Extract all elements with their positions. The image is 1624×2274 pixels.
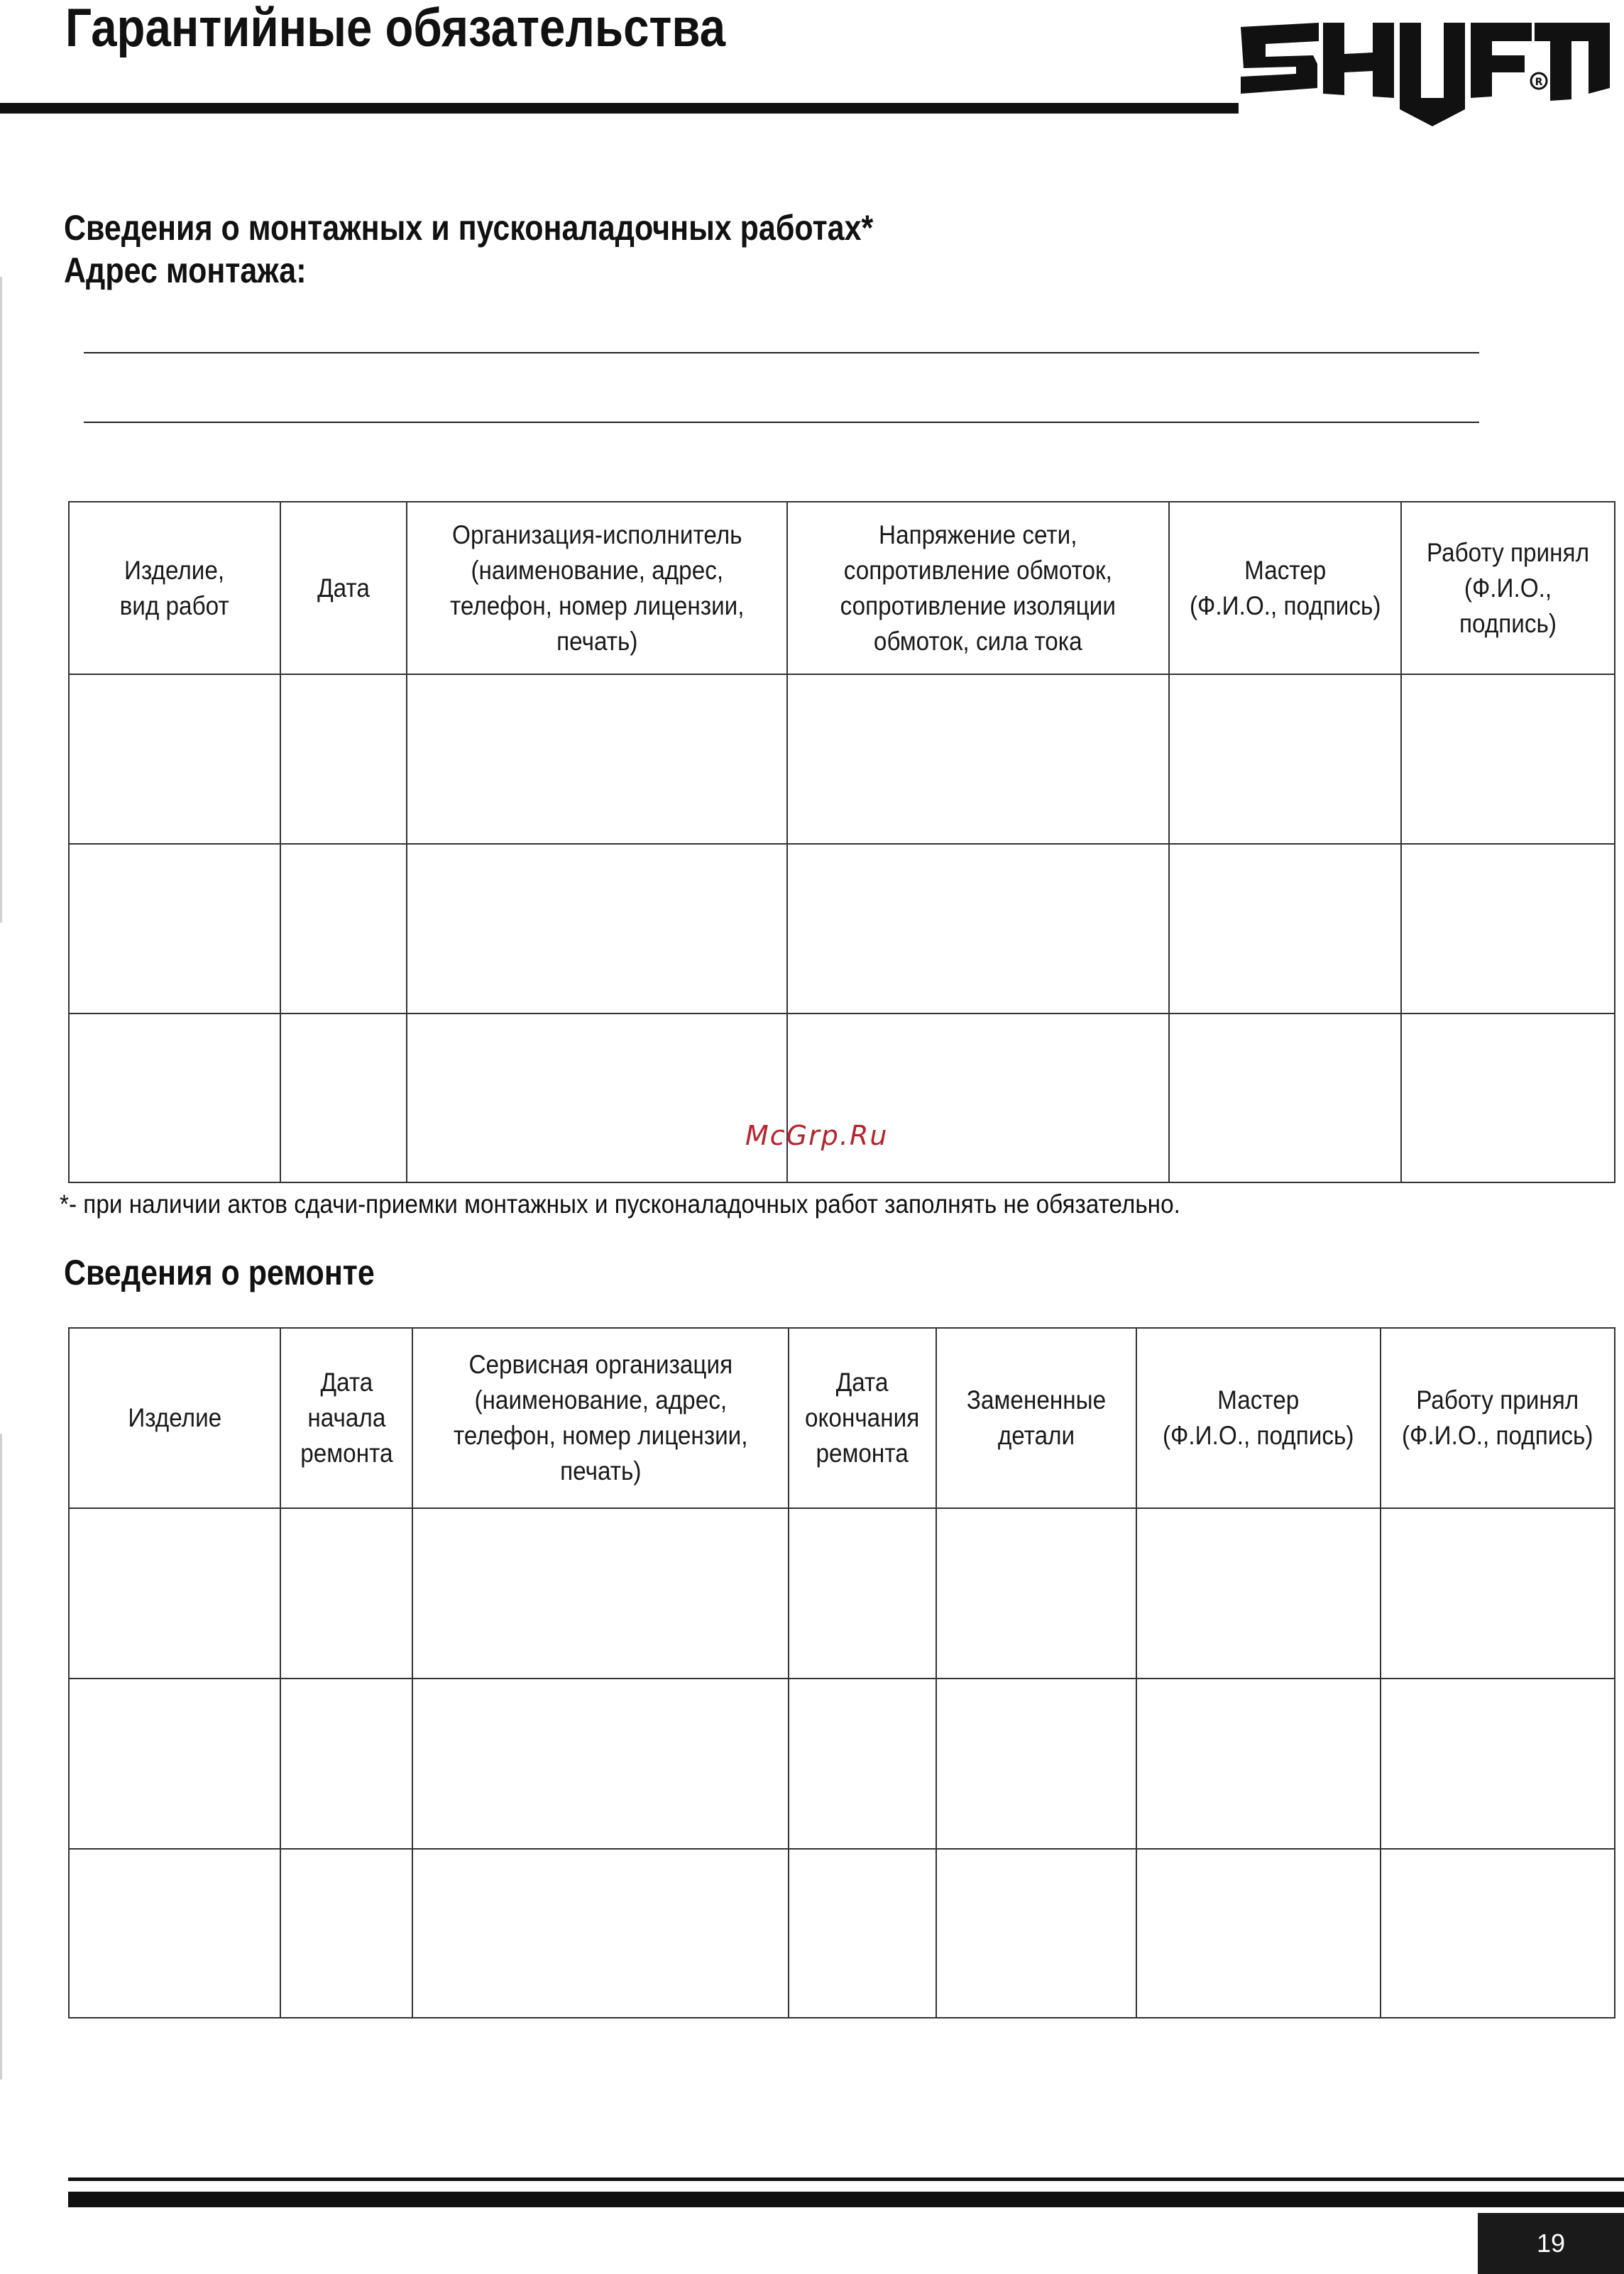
table-cell[interactable] <box>1136 1849 1381 2018</box>
column-header-accepted-by: Работу принял (Ф.И.О., подпись) <box>1401 502 1615 674</box>
column-header-product: Изделие <box>69 1328 280 1508</box>
table-cell[interactable] <box>936 1849 1136 2018</box>
table-cell[interactable] <box>1401 844 1615 1014</box>
table-cell[interactable] <box>280 1014 407 1182</box>
svg-text:R: R <box>1535 77 1543 88</box>
table-row <box>69 1508 1615 1679</box>
page-number: 19 <box>1478 2213 1624 2274</box>
table-row <box>69 1679 1615 1849</box>
table-cell[interactable] <box>787 1014 1169 1182</box>
table-cell[interactable] <box>1401 1014 1615 1182</box>
table-cell[interactable] <box>787 674 1169 844</box>
scan-edge-mark <box>0 1434 2 2080</box>
table-cell[interactable] <box>789 1849 936 2018</box>
column-header-service-organization: Сервисная организация (наименование, адрес, телефон, номер лицензии, печать) <box>412 1328 789 1508</box>
table-cell[interactable] <box>1169 844 1401 1014</box>
table-row <box>69 844 1615 1014</box>
table-cell[interactable] <box>412 1679 789 1849</box>
column-header-master: Мастер (Ф.И.О., подпись) <box>1136 1328 1381 1508</box>
table-cell[interactable] <box>407 844 787 1014</box>
table-cell[interactable] <box>69 674 280 844</box>
table-cell[interactable] <box>789 1679 936 1849</box>
table-cell[interactable] <box>407 674 787 844</box>
table-cell[interactable] <box>69 1679 280 1849</box>
table-cell[interactable] <box>69 1508 280 1679</box>
column-header-date: Дата <box>280 502 407 674</box>
repair-table <box>68 1327 1615 2018</box>
table-cell[interactable] <box>1381 1679 1615 1849</box>
table-cell[interactable] <box>1136 1508 1381 1679</box>
watermark: McGrp.Ru <box>745 1120 889 1151</box>
table-cell[interactable] <box>69 844 280 1014</box>
address-line-2[interactable] <box>84 422 1479 423</box>
column-header-repair-end-date: Дата окончания ремонта <box>789 1328 936 1508</box>
column-header-electrical-params: Напряжение сети, сопротивление обмоток, сопротивление изоляции обмоток, сила тока <box>787 502 1169 674</box>
table-cell[interactable] <box>412 1508 789 1679</box>
table-cell[interactable] <box>412 1849 789 2018</box>
column-header-product-work: Изделие, вид работ <box>69 502 280 674</box>
address-label: Адрес монтажа: <box>64 251 307 290</box>
page-title: Гарантийные обязательства <box>65 0 726 58</box>
table-cell[interactable] <box>1169 1014 1401 1182</box>
table-cell[interactable] <box>1169 674 1401 844</box>
table-cell[interactable] <box>407 1014 787 1182</box>
column-header-contractor: Организация-исполнитель (наименование, адрес, телефон, номер лицензии, печать) <box>407 502 787 674</box>
table-cell[interactable] <box>280 1849 412 2018</box>
repair-heading: Сведения о ремонте <box>64 1253 375 1292</box>
installation-table <box>68 501 1615 1183</box>
table-row <box>69 674 1615 844</box>
table-cell[interactable] <box>280 674 407 844</box>
table-cell[interactable] <box>787 844 1169 1014</box>
table-cell[interactable] <box>1136 1679 1381 1849</box>
table-cell[interactable] <box>789 1508 936 1679</box>
table-cell[interactable] <box>1381 1508 1615 1679</box>
table-header-row <box>69 502 1615 674</box>
table-cell[interactable] <box>1381 1849 1615 2018</box>
table-row <box>69 1849 1615 2018</box>
scan-edge-mark <box>0 277 2 923</box>
table-cell[interactable] <box>69 1849 280 2018</box>
column-header-master: Мастер (Ф.И.О., подпись) <box>1169 502 1401 674</box>
column-header-replaced-parts: Замененные детали <box>936 1328 1136 1508</box>
table-row <box>69 1014 1615 1182</box>
table-cell[interactable] <box>936 1508 1136 1679</box>
table-cell[interactable] <box>1401 674 1615 844</box>
installation-heading: Сведения о монтажных и пусконаладочных работах* <box>64 208 874 248</box>
table-cell[interactable] <box>280 1508 412 1679</box>
column-header-accepted-by: Работу принял (Ф.И.О., подпись) <box>1381 1328 1615 1508</box>
header-rule <box>0 103 1239 114</box>
table-cell[interactable] <box>280 1679 412 1849</box>
footnote: *- при наличии актов сдачи-приемки монтажных и пусконаладочных работ заполнять не обязательно. <box>60 1190 1180 1219</box>
table-header-row <box>69 1328 1615 1508</box>
footer-rule-thick <box>68 2192 1624 2207</box>
table-cell[interactable] <box>280 844 407 1014</box>
table-cell[interactable] <box>69 1014 280 1182</box>
column-header-repair-start-date: Дата начала ремонта <box>280 1328 412 1508</box>
address-line-1[interactable] <box>84 352 1479 353</box>
footer-rule-thin <box>68 2177 1624 2181</box>
table-cell[interactable] <box>936 1679 1136 1849</box>
shuft-logo <box>1234 20 1617 128</box>
